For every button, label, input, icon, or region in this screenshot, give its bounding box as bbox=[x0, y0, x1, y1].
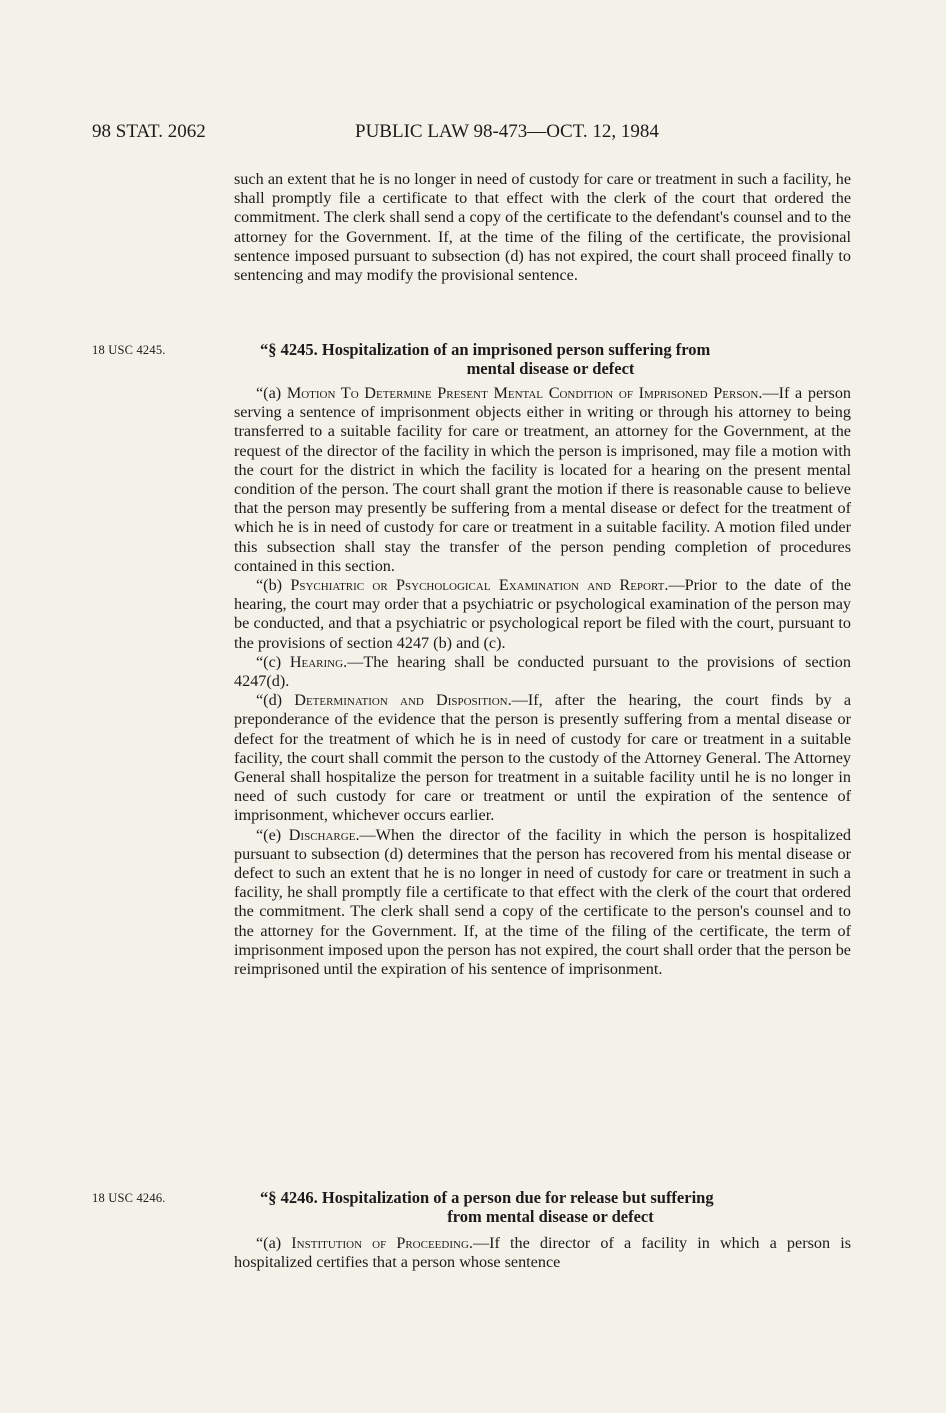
subsection-caption: Hearing bbox=[289, 652, 344, 671]
section-heading-4245 bbox=[234, 340, 851, 378]
subsection-lead: “(a) bbox=[256, 1234, 292, 1252]
subsection-caption: Psychiatric or Psychological Examination and Report bbox=[290, 576, 665, 595]
intro-paragraph-block bbox=[234, 170, 851, 285]
section-heading-4246 bbox=[234, 1188, 851, 1226]
section-heading-4245-line2: mental disease or defect bbox=[466, 359, 635, 379]
subsection-4245-d bbox=[234, 691, 851, 825]
subsection-text: .—The hearing shall be conducted pursuant to the provisions of section 4247(d). bbox=[234, 652, 851, 691]
subsection-text: .—When the director of the facility in which the person is hospitalized pursuant to subsection (d) determines that the person has recovered from his mental disease or defect to such an extent that he is no longer in need of custody for care or treatment in such a facility, he shall promptly file a certificate to that effect with the clerk of the court that ordered the commitment. The clerk shall send a copy of the certificate to the person's counsel and to the attorney for the Government. If, at the time of the filing of the certificate, the term of imprisonment imposed upon the person has not expired, the court shall order that the person be reimprisoned until the expiration of his sentence of imprisonment. bbox=[234, 825, 851, 979]
margin-note-4245: 18 USC 4245. bbox=[92, 343, 166, 357]
subsection-lead: “(e) bbox=[256, 825, 289, 844]
subsection-caption: Institution of Proceeding bbox=[291, 1234, 469, 1252]
subsection-caption: Motion To Determine Present Mental Condition of Imprisoned Person bbox=[286, 384, 759, 402]
subsection-text: .—If a person serving a sentence of imprisonment objects either in writing or through his attorney to being transferred to a suitable facility for care or treatment, an attorney for the Government, at the request of the director of the facility in which the person is imprisoned, may file a motion with the court for the district in which the facility is located for a hearing on the present mental condition of the person. The court shall grant the motion if there is reasonable cause to believe that the person may presently be suffering from a mental disease or defect for the treatment of which he is in need of custody for care or treatment in a suitable facility. A motion filed under this subsection shall stay the transfer of the person pending completion of procedures contained in this section. bbox=[234, 384, 852, 575]
section-heading-4246-line2: from mental disease or defect bbox=[447, 1207, 654, 1227]
subsection-text: .—Prior to the date of the hearing, the court may order that a psychiatric or psychological examination of the person may be conducted, and that a psychiatric or psychological report be filed with the court, pursuant to the provisions of section 4247 (b) and (c). bbox=[234, 576, 852, 652]
subsection-4245-a bbox=[234, 384, 851, 576]
section-heading-4245-line1: “§ 4245. Hospitalization of an imprisoned person suffering from bbox=[260, 340, 711, 359]
section-4245-body bbox=[234, 384, 851, 979]
subsection-text: .—If the director of a facility in which a person is hospitalized certifies that a person whose sentence bbox=[234, 1234, 851, 1272]
section-heading-4246-line1: “§ 4246. Hospitalization of a person due for release but suffering bbox=[260, 1188, 714, 1207]
public-law-title: PUBLIC LAW 98-473—OCT. 12, 1984 bbox=[355, 121, 659, 142]
subsection-4245-c bbox=[234, 653, 851, 691]
stat-page-number: 98 STAT. 2062 bbox=[92, 121, 206, 142]
intro-paragraph: such an extent that he is no longer in need of custody for care or treatment in such a facility, he shall promptly file a certificate to that effect with the clerk of the court that ordered the commitment. The clerk shall send a copy of the certificate to the defendant's counsel and to the attorney for the Government. If, at the time of the filing of the certificate, the provisional sentence imposed pursuant to subsection (d) has not expired, the court shall proceed finally to sentencing and may modify the provisional sentence. bbox=[234, 170, 851, 285]
subsection-lead: “(d) bbox=[256, 691, 295, 710]
subsection-4245-e bbox=[234, 826, 851, 980]
running-head bbox=[92, 117, 852, 147]
section-4246-body bbox=[234, 1234, 851, 1272]
subsection-caption: Discharge bbox=[288, 825, 356, 844]
margin-note-4246: 18 USC 4246. bbox=[92, 1191, 166, 1205]
subsection-lead: “(c) bbox=[256, 652, 290, 671]
subsection-text: .—If, after the hearing, the court finds by a preponderance of the evidence that the person is presently suffering from a mental disease or defect for the treatment of which he is in need of custody for care or treatment in a suitable facility, the court shall commit the person to the custody of the Attorney General. The Attorney General shall hospitalize the person for treatment in a suitable facility until he is no longer in need of such custody for care or treatment or until the expiration of the sentence of imprisonment, whichever occurs earlier. bbox=[234, 691, 852, 825]
subsection-lead: “(a) bbox=[256, 384, 287, 402]
subsection-4245-b bbox=[234, 576, 851, 653]
subsection-4246-a bbox=[234, 1234, 851, 1272]
subsection-lead: “(b) bbox=[256, 576, 291, 595]
subsection-caption: Determination and Disposition bbox=[294, 691, 508, 710]
